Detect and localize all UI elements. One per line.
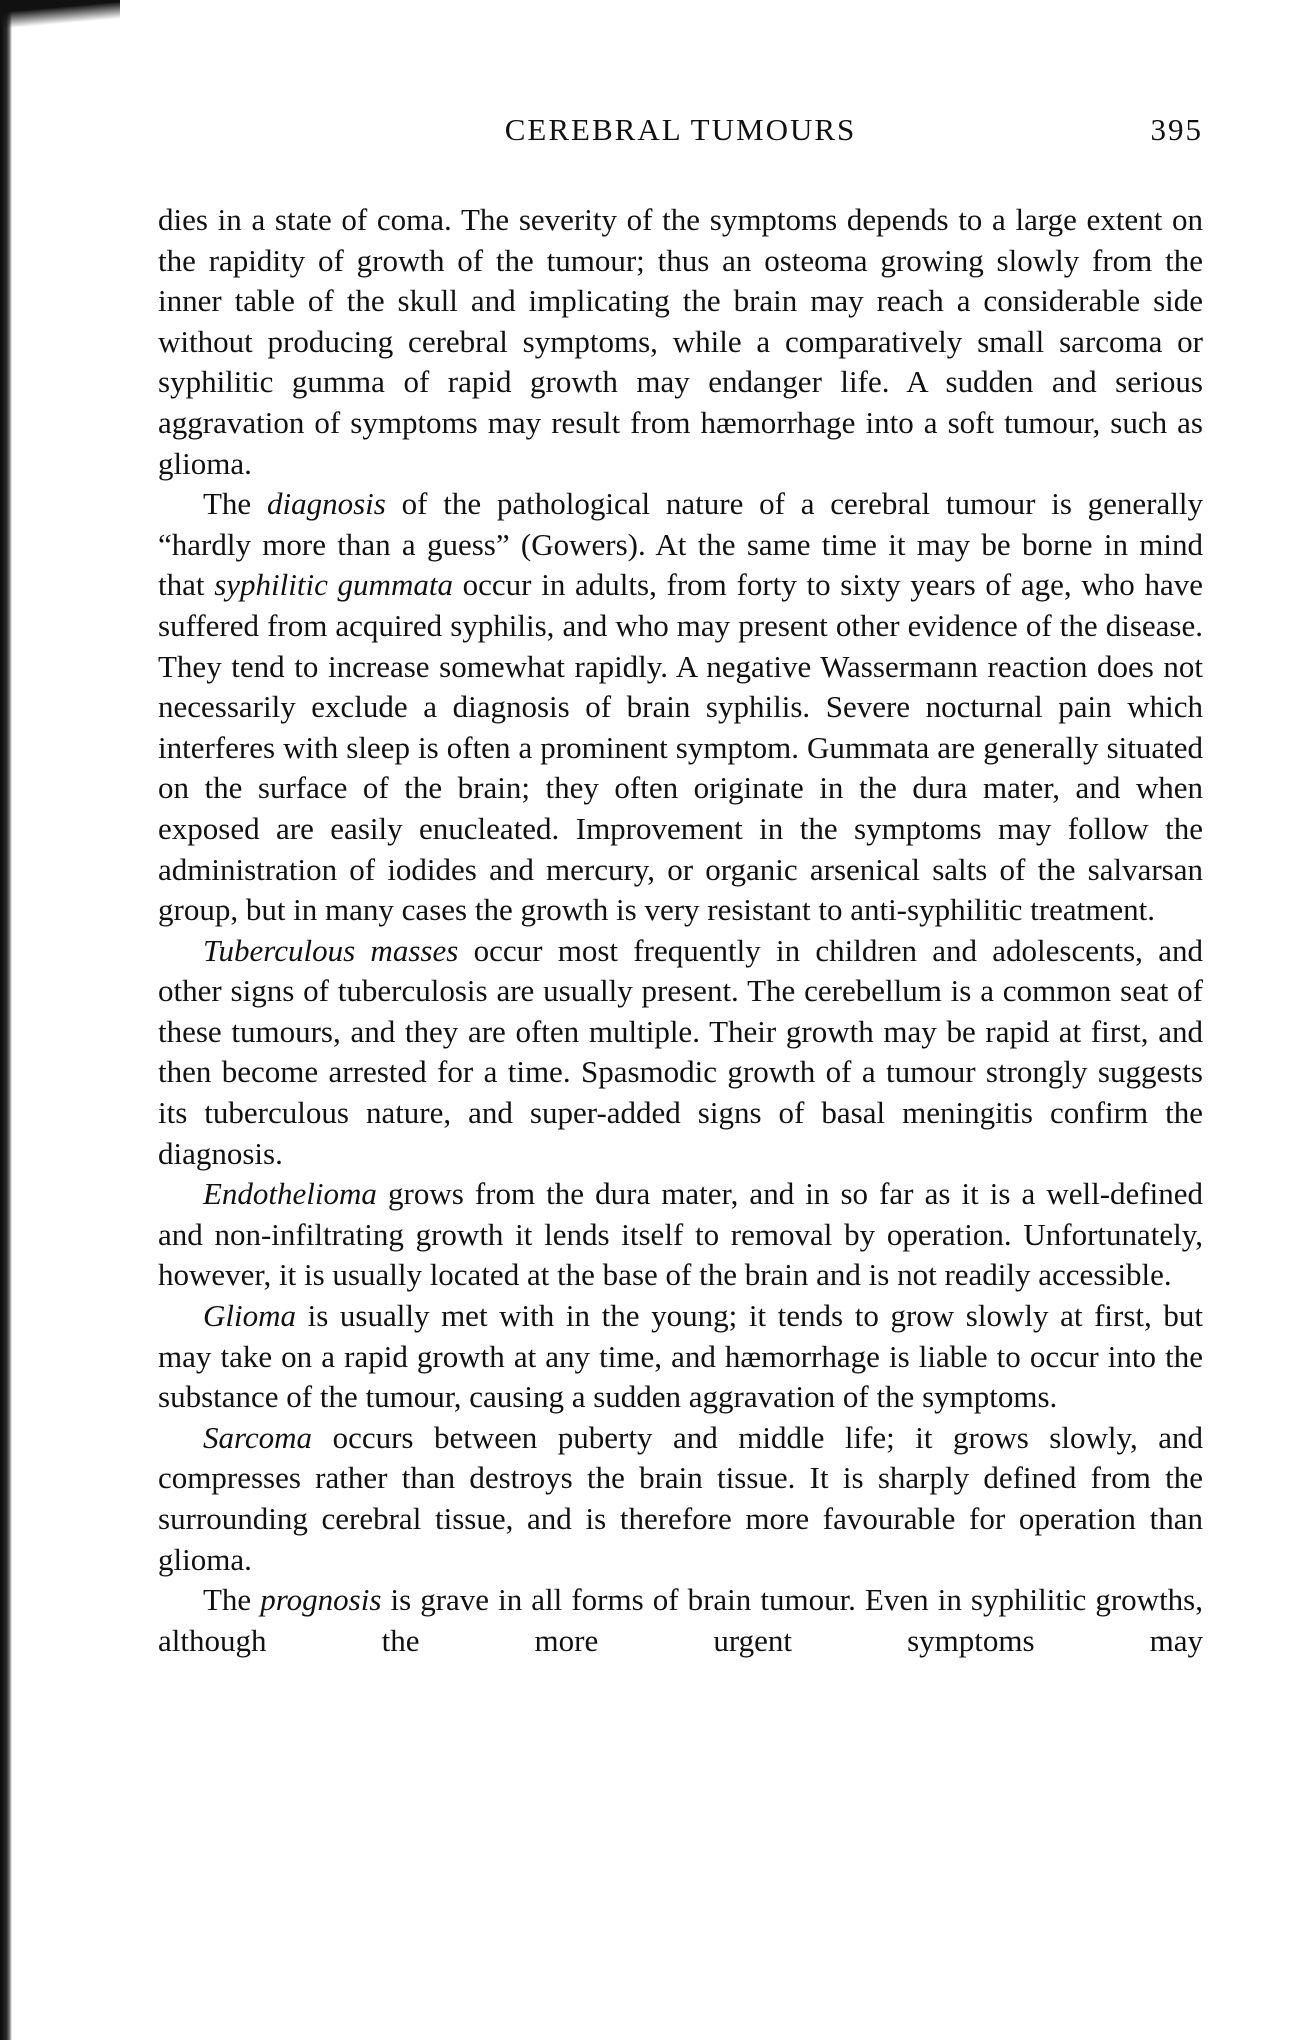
paragraph-text: is usually met with in the young; it tends to grow slowly at first, but may take on a rapid growth at any time, and hæmorrhage is liable to occur into the substance of the tumour, causing a sudden aggravation of the symptoms. (158, 1298, 1203, 1415)
page-corner-shadow (0, 0, 120, 38)
paragraph-lead: The (203, 486, 267, 522)
running-title: CEREBRAL TUMOURS (504, 112, 857, 147)
italic-term: syphilitic gummata (214, 567, 453, 603)
italic-term: Endothelioma (203, 1176, 377, 1212)
paragraph-sarcoma (158, 1418, 1203, 1580)
italic-term: prognosis (260, 1582, 382, 1618)
paragraph-text: dies in a state of coma. The severity of the symptoms depends to a large extent on the rapidity of growth of the tumour; thus an osteoma growing slowly from the inner table of the skull and implicating the brain may reach a considerable side without producing cerebral symptoms, while a comparatively small sarcoma or syphilitic gumma of rapid growth may endanger life. A sudden and serious aggravation of symptoms may result from hæmorrhage into a soft tumour, such as glioma. (158, 202, 1203, 481)
paragraph-diagnosis (158, 484, 1203, 931)
italic-term: diagnosis (266, 486, 386, 522)
paragraph-text: is grave in all forms of brain tumour. Even in syphilitic growths, although the more urgent symptoms may (158, 1582, 1203, 1658)
paragraph-text: grows from the dura mater, and in so far as it is a well-defined and non-infiltrating growth it lends itself to removal by operation. Unfortunately, however, it is usually located at the base of the brain and is not readily accessible. (158, 1176, 1203, 1293)
paragraph-text: occurs between puberty and middle life; it grows slowly, and compresses rather than destroys the brain tissue. It is sharply defined from the surrounding cerebral tissue, and is therefore more favourable for operation than glioma. (158, 1419, 1203, 1577)
page-number: 395 (1150, 112, 1203, 147)
paragraph-prognosis (158, 1580, 1203, 1661)
paragraph-endothelioma (158, 1174, 1203, 1296)
paragraph-text: occur most frequently in children and adolescents, and other signs of tuberculosis are usually present. The cerebellum is a common seat of these tumours, and they are often multiple. Their growth may be rapid at first, and then become arrested for a time. Spasmodic growth of a tumour strongly suggests its tuberculous nature, and super-added signs of basal meningitis confirm the diagnosis. (158, 932, 1203, 1171)
paragraph-tuberculous (158, 931, 1203, 1175)
body-text (158, 200, 1203, 1661)
italic-term: Sarcoma (203, 1419, 313, 1455)
page-header (158, 112, 1203, 152)
page-binding-edge (0, 0, 12, 2040)
italic-term: Glioma (203, 1298, 296, 1334)
paragraph-lead: The (203, 1582, 261, 1618)
paragraph-text: occur in adults, from forty to sixty years of age, who have suffered from acquired syphilis, and who may present other evidence of the disease. They tend to increase somewhat rapidly. A negative Wassermann reaction does not necessarily exclude a diagnosis of brain syphilis. Severe nocturnal pain which interferes with sleep is often a prominent symptom. Gummata are generally situated on the surface of the brain; they often originate in the dura mater, and when exposed are easily enucleated. Improvement in the symptoms may follow the administration of iodides and mercury, or organic arsenical salts of the salvarsan group, but in many cases the growth is very resistant to anti-syphilitic treatment. (158, 567, 1203, 928)
paragraph-text: of the pathological nature of a cerebral tumour is generally “hardly more than a guess” (Gowers). At the same time it may be borne in mind that (158, 486, 1203, 603)
paragraph-coma (158, 200, 1203, 484)
italic-term: Tuberculous masses (203, 932, 459, 968)
paragraph-glioma (158, 1296, 1203, 1418)
